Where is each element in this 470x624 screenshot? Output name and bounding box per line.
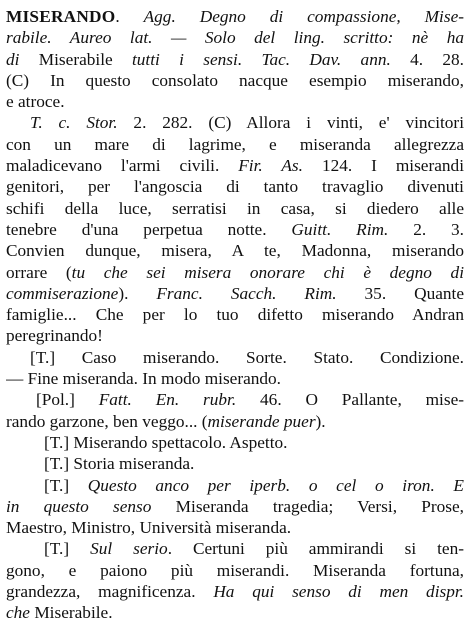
entry-line — [6, 560, 464, 581]
text-run: Agg. Degno di compassione, Mise- — [143, 7, 464, 26]
text-run: grandezza, magnificenza. — [6, 582, 214, 602]
text-run: famiglie... Che per lo tuo difetto miserando Andran — [6, 305, 464, 325]
entry-line — [6, 198, 464, 219]
text-run: [T.] — [44, 475, 88, 495]
text-run: 46. O Pallante, mise- — [260, 390, 464, 410]
text-run: MISERANDO — [6, 7, 116, 26]
text-run: — Fine miseranda. In modo miserando. — [6, 369, 282, 389]
text-run: Franc. Sacch. Rim. — [156, 283, 365, 303]
text-run: di — [6, 49, 39, 69]
text-run: 4. 28. — [410, 49, 464, 69]
entry-line — [6, 432, 464, 453]
text-run: miserande puer — [207, 411, 316, 431]
text-run: peregrinando! — [6, 326, 103, 346]
text-run: . Certuni più ammirandi si ten- — [167, 539, 464, 559]
text-run: commiserazione — [6, 283, 119, 303]
entry-line — [6, 27, 464, 48]
text-run: [Pol.] — [36, 390, 99, 410]
entry-line — [6, 176, 464, 197]
entry-line — [6, 91, 464, 112]
text-run: . — [115, 7, 144, 26]
text-run: schifi della luce, serratisi in casa, si diedero alle — [6, 198, 464, 218]
entry-line — [6, 6, 464, 27]
text-run: Miseranda tragedia; Versi, Prose, — [175, 496, 464, 516]
entry-line — [6, 240, 464, 261]
text-run: [T.] Miserando spettacolo. Aspetto. — [44, 432, 288, 452]
entry-line — [6, 155, 464, 176]
entry-line — [6, 538, 464, 559]
text-run: in questo senso — [6, 496, 176, 516]
text-run: T. c. Stor. — [30, 113, 134, 133]
text-run: Ha qui senso di men dispr. — [213, 582, 464, 602]
entry-line — [6, 475, 464, 496]
text-run: maladicevano l'armi civili. — [6, 156, 239, 176]
text-run: gono, e paiono più miserandi. Miseranda fortuna, — [6, 560, 464, 580]
entry-line — [6, 283, 464, 304]
text-run: rabile. Aureo lat. — Solo del ling. scritto: nè ha — [6, 28, 464, 48]
text-run: 124. I miserandi — [321, 156, 464, 176]
text-run: 35. Quante — [364, 283, 464, 303]
text-run: Fir. As. — [238, 156, 322, 176]
text-run: ). — [118, 283, 157, 303]
entry-line — [6, 517, 464, 538]
text-run: Convien dunque, misera, A te, Madonna, miserando — [6, 241, 464, 261]
text-run: Fatt. En. rubr. — [98, 390, 261, 410]
text-run: Guitt. Rim. — [291, 219, 414, 239]
text-run: tu che sei misera onorare chi è degno di — [71, 262, 464, 282]
text-run: e atroce. — [6, 92, 65, 112]
text-run: (C) In questo consolato nacque esempio miserando, — [6, 70, 464, 90]
text-run: [T.] — [44, 539, 91, 559]
entry-line — [6, 389, 464, 410]
text-run: Questo anco per iperb. o cel o iron. E — [87, 475, 464, 495]
text-run: Miserabile — [38, 49, 132, 69]
entry-line — [6, 70, 464, 91]
text-run: genitori, per l'angoscia di tanto travaglio divenuti — [6, 177, 464, 197]
entry-line — [6, 262, 464, 283]
text-run: Sul serio — [90, 539, 168, 559]
entry-line — [6, 304, 464, 325]
entry-line — [6, 602, 464, 623]
text-run: ). — [315, 411, 326, 431]
text-run: [T.] Storia miseranda. — [44, 454, 195, 474]
text-run: 2. 282. (C) Allora i vinti, e' vincitori — [133, 113, 464, 133]
entry-line — [6, 368, 464, 389]
entry-line — [6, 496, 464, 517]
entry-line — [6, 49, 464, 70]
entry-line — [6, 325, 464, 346]
text-run: che — [6, 603, 35, 623]
entry-line — [6, 411, 464, 432]
text-run: Miserabile. — [34, 603, 113, 623]
text-run: orrare ( — [6, 262, 72, 282]
text-run: rando garzone, ben veggo... ( — [6, 411, 208, 431]
entry-line — [6, 134, 464, 155]
entry-line — [6, 581, 464, 602]
entry-line — [6, 219, 464, 240]
entry-line — [6, 112, 464, 133]
entry-line — [6, 453, 464, 474]
text-run: 2. 3. — [413, 219, 464, 239]
text-run: [T.] Caso miserando. Sorte. Stato. Condizione. — [30, 347, 464, 367]
text-run: con un mare di lagrime, e miseranda allegrezza — [6, 134, 464, 154]
text-run: tenebre d'una perpetua notte. — [6, 219, 292, 239]
entry-line — [6, 347, 464, 368]
text-run: tutti i sensi. Tac. Dav. ann. — [131, 49, 411, 69]
text-run: Maestro, Ministro, Università miseranda. — [6, 518, 292, 538]
